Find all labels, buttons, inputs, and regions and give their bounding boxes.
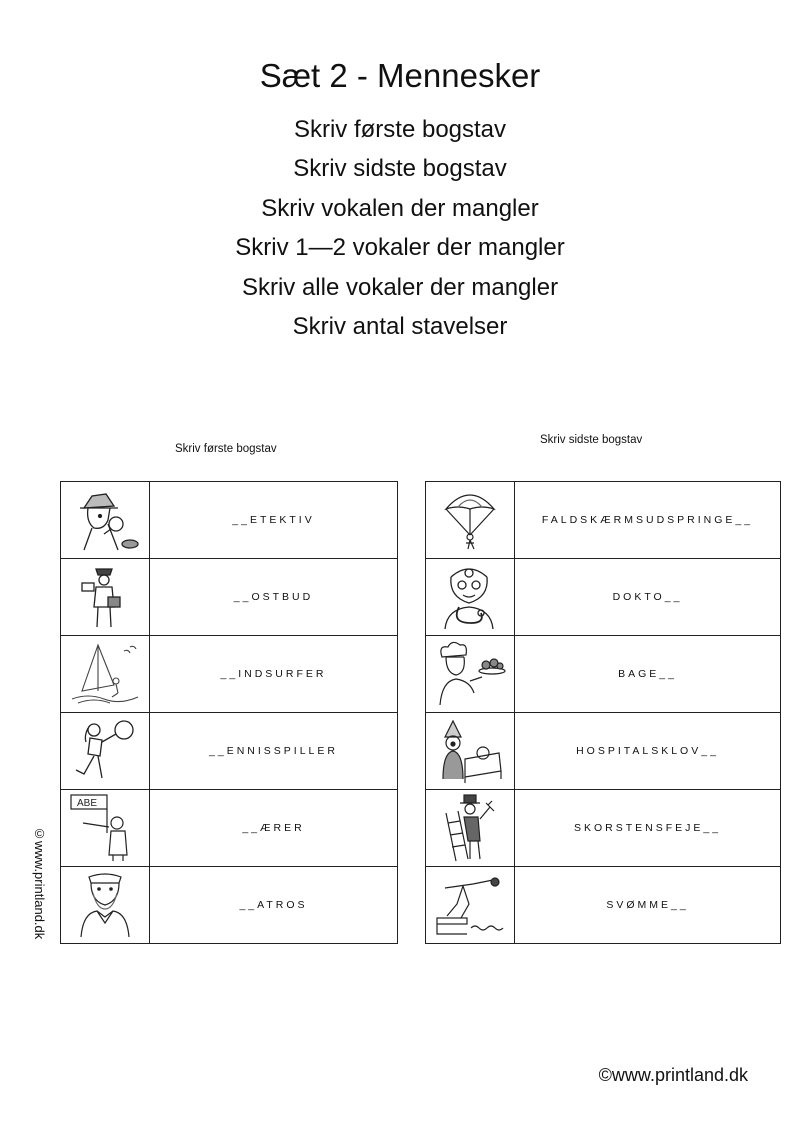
table-row	[61, 636, 398, 713]
picture-cell	[426, 559, 515, 636]
table-row	[426, 482, 781, 559]
doctor-icon	[426, 563, 514, 631]
word-cell: __OSTBUD	[150, 559, 398, 636]
table-row	[426, 636, 781, 713]
instruction-item: Skriv alle vokaler der mangler	[241, 273, 559, 301]
word-cell: __ATROS	[150, 867, 398, 944]
right-worksheet-table	[425, 481, 781, 944]
table-row	[61, 559, 398, 636]
table-row	[61, 790, 398, 867]
picture-cell	[61, 559, 150, 636]
picture-cell	[426, 867, 515, 944]
picture-cell	[61, 482, 150, 559]
word-cell: FALDSKÆRMSUDSPRINGE__	[515, 482, 781, 559]
right-table-heading: Skriv sidste bogstav	[540, 434, 643, 446]
word-cell: __INDSURFER	[150, 636, 398, 713]
instruction-item: Skriv sidste bogstav	[293, 155, 507, 183]
table-row	[426, 559, 781, 636]
hospital-clown-icon	[426, 719, 514, 783]
word-cell: __ETEKTIV	[150, 482, 398, 559]
teacher-icon	[61, 793, 149, 863]
picture-cell	[61, 867, 150, 944]
tennis-player-icon	[61, 718, 149, 784]
instruction-item: Skriv 1—2 vokaler der mangler	[235, 234, 565, 262]
word-cell: HOSPITALSKLOV__	[515, 713, 781, 790]
chimney-sweep-icon	[426, 793, 514, 863]
word-cell: BAGE__	[515, 636, 781, 713]
word-cell: __ENNISSPILLER	[150, 713, 398, 790]
detective-icon	[61, 488, 149, 552]
picture-cell	[426, 482, 515, 559]
parachutist-icon	[426, 487, 514, 553]
picture-cell	[426, 713, 515, 790]
swimmer-icon	[426, 874, 514, 936]
table-row	[426, 713, 781, 790]
picture-cell	[61, 790, 150, 867]
baker-icon	[426, 641, 514, 707]
left-worksheet-table	[60, 481, 398, 944]
instruction-item: Skriv antal stavelser	[292, 312, 508, 340]
table-row	[426, 867, 781, 944]
table-row	[61, 867, 398, 944]
word-cell: __ÆRER	[150, 790, 398, 867]
footer-credit: ©www.printland.dk	[598, 1065, 748, 1085]
table-row	[61, 713, 398, 790]
word-cell: SVØMME__	[515, 867, 781, 944]
side-credit: ©www.printland.dk	[32, 826, 47, 940]
board-text: ABE	[77, 798, 98, 809]
picture-cell	[426, 790, 515, 867]
instruction-item: Skriv første bogstav	[293, 116, 507, 143]
table-row	[61, 482, 398, 559]
instruction-item: Skriv vokalen der mangler	[261, 194, 539, 222]
sailor-icon	[61, 871, 149, 939]
mailman-icon	[61, 563, 149, 631]
windsurfer-icon	[61, 641, 149, 707]
picture-cell	[61, 636, 150, 713]
table-row	[426, 790, 781, 867]
word-cell: DOKTO__	[515, 559, 781, 636]
page-title: Sæt 2 - Mennesker	[259, 57, 541, 94]
picture-cell	[426, 636, 515, 713]
word-cell: SKORSTENSFEJE__	[515, 790, 781, 867]
left-table-heading: Skriv første bogstav	[175, 443, 277, 455]
instruction-list	[0, 110, 800, 346]
picture-cell	[61, 713, 150, 790]
